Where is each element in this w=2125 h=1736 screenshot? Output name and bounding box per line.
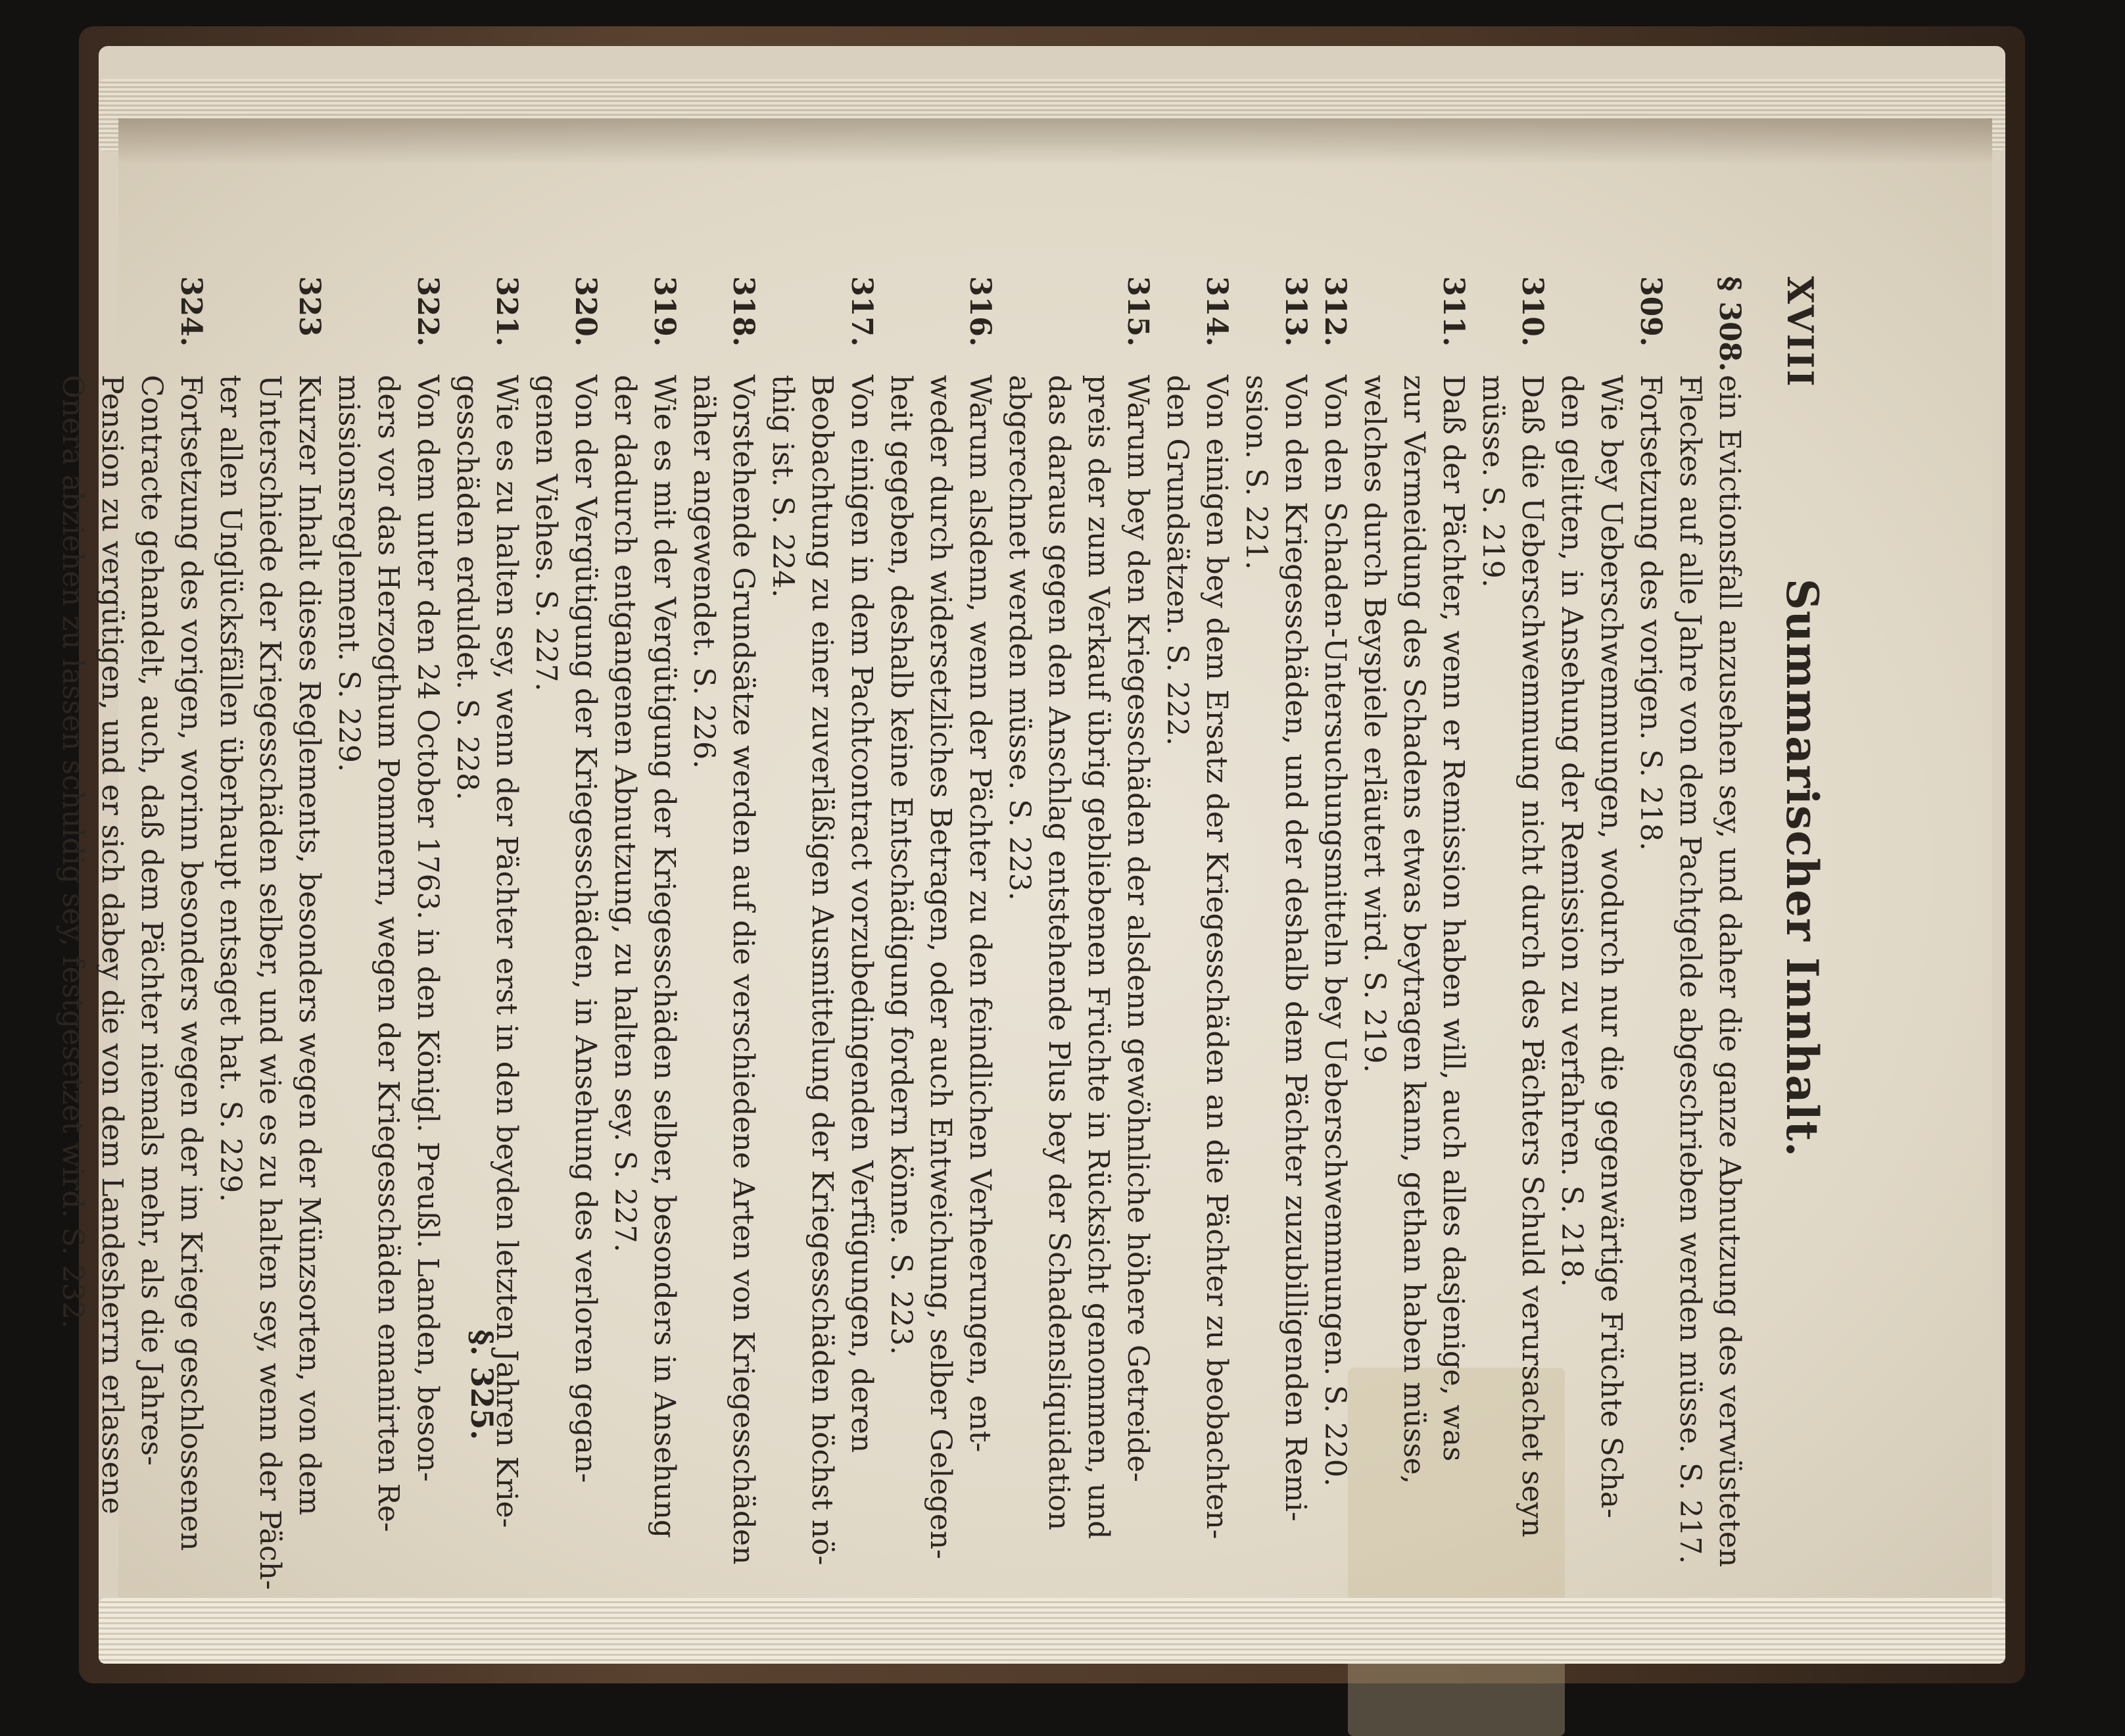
section-number: 321. <box>490 276 523 347</box>
contents-entry <box>1315 276 1354 1487</box>
contents-list <box>53 276 1749 1590</box>
entry-line: heit gegeben, deshalb keine Entschädigung fordern könne. S. 223. <box>884 375 918 1355</box>
entry-line: Warum bey den Kriegesschäden der alsdenn gewöhnliche höhere Getreide- <box>1121 375 1155 1482</box>
entry-line: müsse. S. 219. <box>1476 375 1510 588</box>
running-head: Summarischer Innhalt. <box>1777 578 1828 1158</box>
gutter-shadow <box>118 118 1992 164</box>
contents-entry <box>881 276 999 1560</box>
entry-line: Unterschiede der Kriegesschäden selber, und wie es zu halten sey, wenn der Päch- <box>253 375 287 1590</box>
contents-entry <box>1552 276 1670 1518</box>
entry-line: abgerechnet werden müsse. S. 223. <box>1003 375 1036 901</box>
section-number: 313. <box>1279 276 1312 347</box>
contents-entry <box>53 276 210 1551</box>
section-number: § 308. <box>1713 276 1746 372</box>
entry-line: Von dem unter den 24 October 1763. in den Königl. Preußl. Landen, beson- <box>411 375 444 1482</box>
entry-line: thig ist. S. 224. <box>766 375 800 598</box>
entry-line: näher angewendet. S. 226. <box>687 375 721 769</box>
entry-line: den gelitten, in Ansehung der Remission zu verfahren. S. 218. <box>1555 375 1588 1288</box>
entry-line: ter allen Unglücksfällen überhaupt entsaget hat. S. 229. <box>214 375 247 1203</box>
page-number: XVIII <box>1779 276 1821 388</box>
entry-line: preis der zum Verkauf übrig gebliebenen Früchte in Rücksicht genommen, und <box>1082 375 1115 1539</box>
entry-line: Daß die Ueberschwemmung nicht durch des Pächters Schuld verursachet seyn <box>1516 375 1549 1537</box>
contents-entry <box>1157 276 1236 1539</box>
contents-entry <box>526 276 605 1483</box>
entry-line: Von einigen bey dem Ersatz der Kriegesschäden an die Pächter zu beobachten- <box>1200 375 1233 1539</box>
entry-line: Fleckes auf alle Jahre von dem Pachtgelde abgeschrieben werden müsse. S. 217. <box>1673 375 1707 1564</box>
contents-entry <box>1473 276 1552 1537</box>
entry-line: Contracte gehandelt, auch, daß dem Pächter niemals mehr, als die Jahres- <box>135 375 168 1466</box>
section-number: 314. <box>1200 276 1233 347</box>
entry-line: Pension zu vergütigen, und er sich dabey die von dem Landesherrn erlassene <box>95 375 129 1514</box>
entry-line: Onera abziehen zu lassen schuldig sey, festgesetzet wird. S. 232. <box>56 375 89 1329</box>
section-number: 315. <box>1121 276 1155 347</box>
entry-line: Von einigen in dem Pachtcontract vorzubedingenden Verfügungen, deren <box>845 375 878 1453</box>
entry-line: Daß der Pächter, wenn er Remission haben will, auch alles dasjenige, was <box>1437 375 1470 1462</box>
contents-entry <box>210 276 329 1590</box>
contents-entry <box>1236 276 1315 1522</box>
section-number: 316. <box>963 276 997 347</box>
entry-line: Beobachtung zu einer zuverläßigen Ausmittelung der Kriegesschäden höchst nö- <box>805 375 839 1566</box>
entry-line: Wie es mit der Vergütigung der Kriegesschäden selber, besonders in Ansehung <box>648 375 681 1539</box>
contents-entry <box>684 276 763 1565</box>
entry-line: Von den Schaden-Untersuchungsmitteln bey Ueberschwemmungen. S. 220. <box>1318 375 1352 1487</box>
catchword: §. 325. <box>464 1329 500 1440</box>
section-number: 324. <box>174 276 208 347</box>
section-number: 323 <box>293 276 326 337</box>
section-number: 312. <box>1318 276 1352 347</box>
section-number: 319. <box>648 276 681 347</box>
entry-line: ein Evictionsfall anzusehen sey, und daher die ganze Abnutzung des verwüsteten <box>1713 375 1746 1568</box>
entry-line: Fortsetzung des vorigen. S. 218. <box>1634 375 1667 851</box>
contents-entry <box>999 276 1157 1539</box>
page-text-rotated <box>56 276 1828 1590</box>
entry-line: genen Viehes. S. 227. <box>529 375 563 692</box>
entry-line: Wie bey Ueberschwemmungen, wodurch nur die gegenwärtige Früchte Scha- <box>1594 375 1628 1518</box>
book-page <box>56 118 1992 1618</box>
entry-line: Wie es zu halten sey, wenn der Pächter erst in den beyden letzten Jahren Krie- <box>490 375 523 1528</box>
section-number: 322. <box>411 276 444 347</box>
entry-line: der dadurch entgangenen Abnutzung, zu halten sey. S. 227. <box>608 375 642 1253</box>
entry-line: Von den Kriegesschäden, und der deshalb dem Pächter zuzubilligenden Remi- <box>1279 375 1312 1522</box>
entry-line: Warum alsdenn, wenn der Pächter zu den feindlichen Verheerungen, ent- <box>963 375 997 1453</box>
entry-line: welches durch Beyspiele erläutert wird. S. 219. <box>1358 375 1391 1073</box>
contents-entry <box>1670 276 1749 1568</box>
contents-entry <box>605 276 684 1539</box>
entry-line: ssion. S. 221. <box>1239 375 1273 570</box>
entry-line: den Grundsätzen. S. 222. <box>1160 375 1194 746</box>
entry-line: das daraus gegen den Anschlag entstehende Plus bey der Schadensliquidation <box>1042 375 1076 1531</box>
entry-line: gesschäden erduldet. S. 228. <box>450 375 484 801</box>
entry-line: Fortsetzung des vorigen, worinn besonders wegen der im Kriege geschlossenen <box>174 375 208 1551</box>
entry-line: weder durch widersetzliches Betragen, oder auch Entweichung, selber Gelegen- <box>924 375 957 1560</box>
entry-line: Kurzer Inhalt dieses Reglements, besonders wegen der Münzsorten, von dem <box>293 375 326 1516</box>
entry-line: Von der Vergütigung der Kriegesschäden, in Ansehung des verloren gegan- <box>569 375 602 1483</box>
page-edges-bottom <box>99 1598 2005 1664</box>
section-number: 320. <box>569 276 602 347</box>
section-number: 311. <box>1437 276 1470 347</box>
contents-entry <box>1354 276 1473 1484</box>
section-number: 310. <box>1516 276 1549 347</box>
section-number: 317. <box>845 276 878 347</box>
entry-line: missionsreglement. S. 229. <box>332 375 366 773</box>
section-number: 318. <box>727 276 760 347</box>
entry-line: ders vor das Herzogthum Pommern, wegen der Kriegesschäden emanirten Re- <box>371 375 405 1532</box>
section-number: 309. <box>1634 276 1667 347</box>
contents-entry <box>329 276 447 1532</box>
page-header <box>1749 276 1828 1460</box>
contents-entry <box>447 276 526 1528</box>
entry-line: zur Vermeidung des Schadens etwas beytragen kann, gethan haben müsse, <box>1397 375 1431 1484</box>
entry-line: Vorstehende Grundsätze werden auf die verschiedene Arten von Kriegesschäden <box>727 375 760 1565</box>
contents-entry <box>763 276 881 1566</box>
